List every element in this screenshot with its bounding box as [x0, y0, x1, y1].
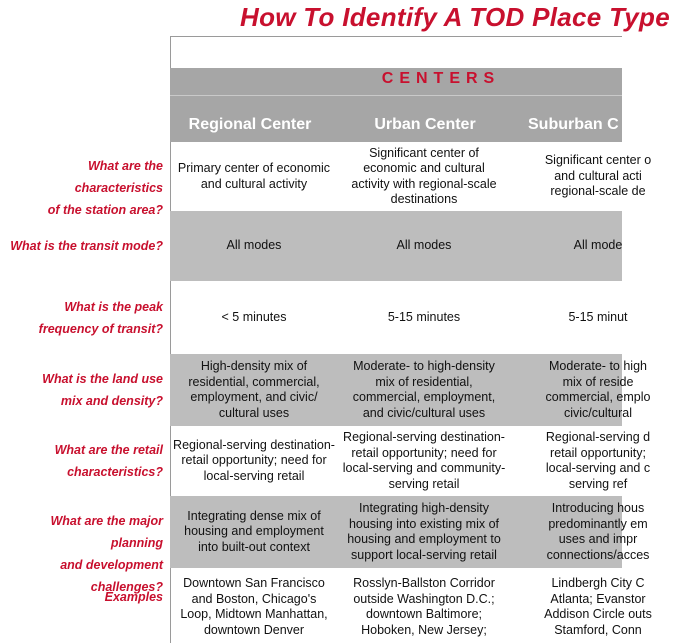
cell-characteristics-suburban: Significant center o and cultural acti regional-scale de — [544, 153, 652, 199]
cell-examples-urban: Rosslyn-Ballston Corridor outside Washington D.C.; downtown Baltimore; Hoboken, New Jersey; — [353, 576, 495, 637]
cell-land-use-suburban: Moderate- to high mix of reside commercial, emplo civic/cultural — [545, 359, 651, 420]
question-transit-mode: What is the transit mode? — [10, 239, 163, 253]
cell-characteristics-regional: Primary center of economic and cultural activity — [177, 161, 331, 191]
cell-transit-mode-regional: All modes — [226, 238, 282, 253]
question-land-use: What is the land use mix and density? — [42, 372, 163, 408]
table-top-border — [170, 36, 622, 37]
column-header-suburban: Suburban C — [528, 116, 619, 133]
question-peak-frequency: What is the peak frequency of transit? — [38, 299, 163, 336]
column-header-urban: Urban Center — [374, 116, 476, 133]
cell-peak-frequency-urban: 5-15 minutes — [387, 309, 461, 324]
cell-land-use-urban: Moderate- to high-density mix of residential, commercial, employment, and civic/cultural uses — [352, 359, 496, 420]
cell-transit-mode-suburban: All mode — [573, 238, 623, 253]
cell-examples-regional: Downtown San Francisco and Boston, Chicago's Loop, Midtown Manhattan, downtown Denver — [180, 576, 328, 637]
question-challenges: What are the major planning and development challenges? — [50, 514, 163, 594]
cell-challenges-urban: Integrating high-density housing into existing mix of housing and employment to support local-serving retail — [347, 501, 501, 562]
cell-examples-suburban: Lindbergh City C Atlanta; Evanstor Addison Circle outs Stamford, Conn — [544, 576, 652, 637]
cell-retail-regional: Regional-serving destination- retail opportunity; need for local-serving retail — [173, 437, 335, 483]
question-characteristics: What are the characteristics of the station area? — [47, 158, 163, 217]
cell-characteristics-urban: Significant center of economic and cultural activity with regional-scale destinations — [351, 145, 497, 206]
cell-land-use-regional: High-density mix of residential, commercial, employment, and civic/ cultural uses — [188, 359, 320, 420]
cell-challenges-suburban: Introducing hous predominantly em uses and impr connections/acces — [546, 501, 650, 562]
cell-challenges-regional: Integrating dense mix of housing and employment into built-out context — [184, 508, 324, 554]
group-header-centers: CENTERS — [381, 70, 501, 87]
cell-retail-suburban: Regional-serving d retail opportunity; local-serving and c serving ref — [545, 430, 651, 491]
cell-peak-frequency-suburban: 5-15 minut — [568, 309, 628, 324]
question-retail: What are the retail characteristics? — [54, 443, 163, 479]
cell-peak-frequency-regional: < 5 minutes — [221, 309, 287, 324]
column-header-regional: Regional Center — [188, 116, 312, 133]
header-divider — [170, 95, 622, 96]
page-title: How To Identify A TOD Place Type — [240, 2, 670, 32]
cell-retail-urban: Regional-serving destination- retail opportunity; need for local-serving and community- serving retail — [342, 430, 506, 491]
question-examples: Examples — [104, 590, 163, 604]
cell-transit-mode-urban: All modes — [396, 238, 452, 253]
